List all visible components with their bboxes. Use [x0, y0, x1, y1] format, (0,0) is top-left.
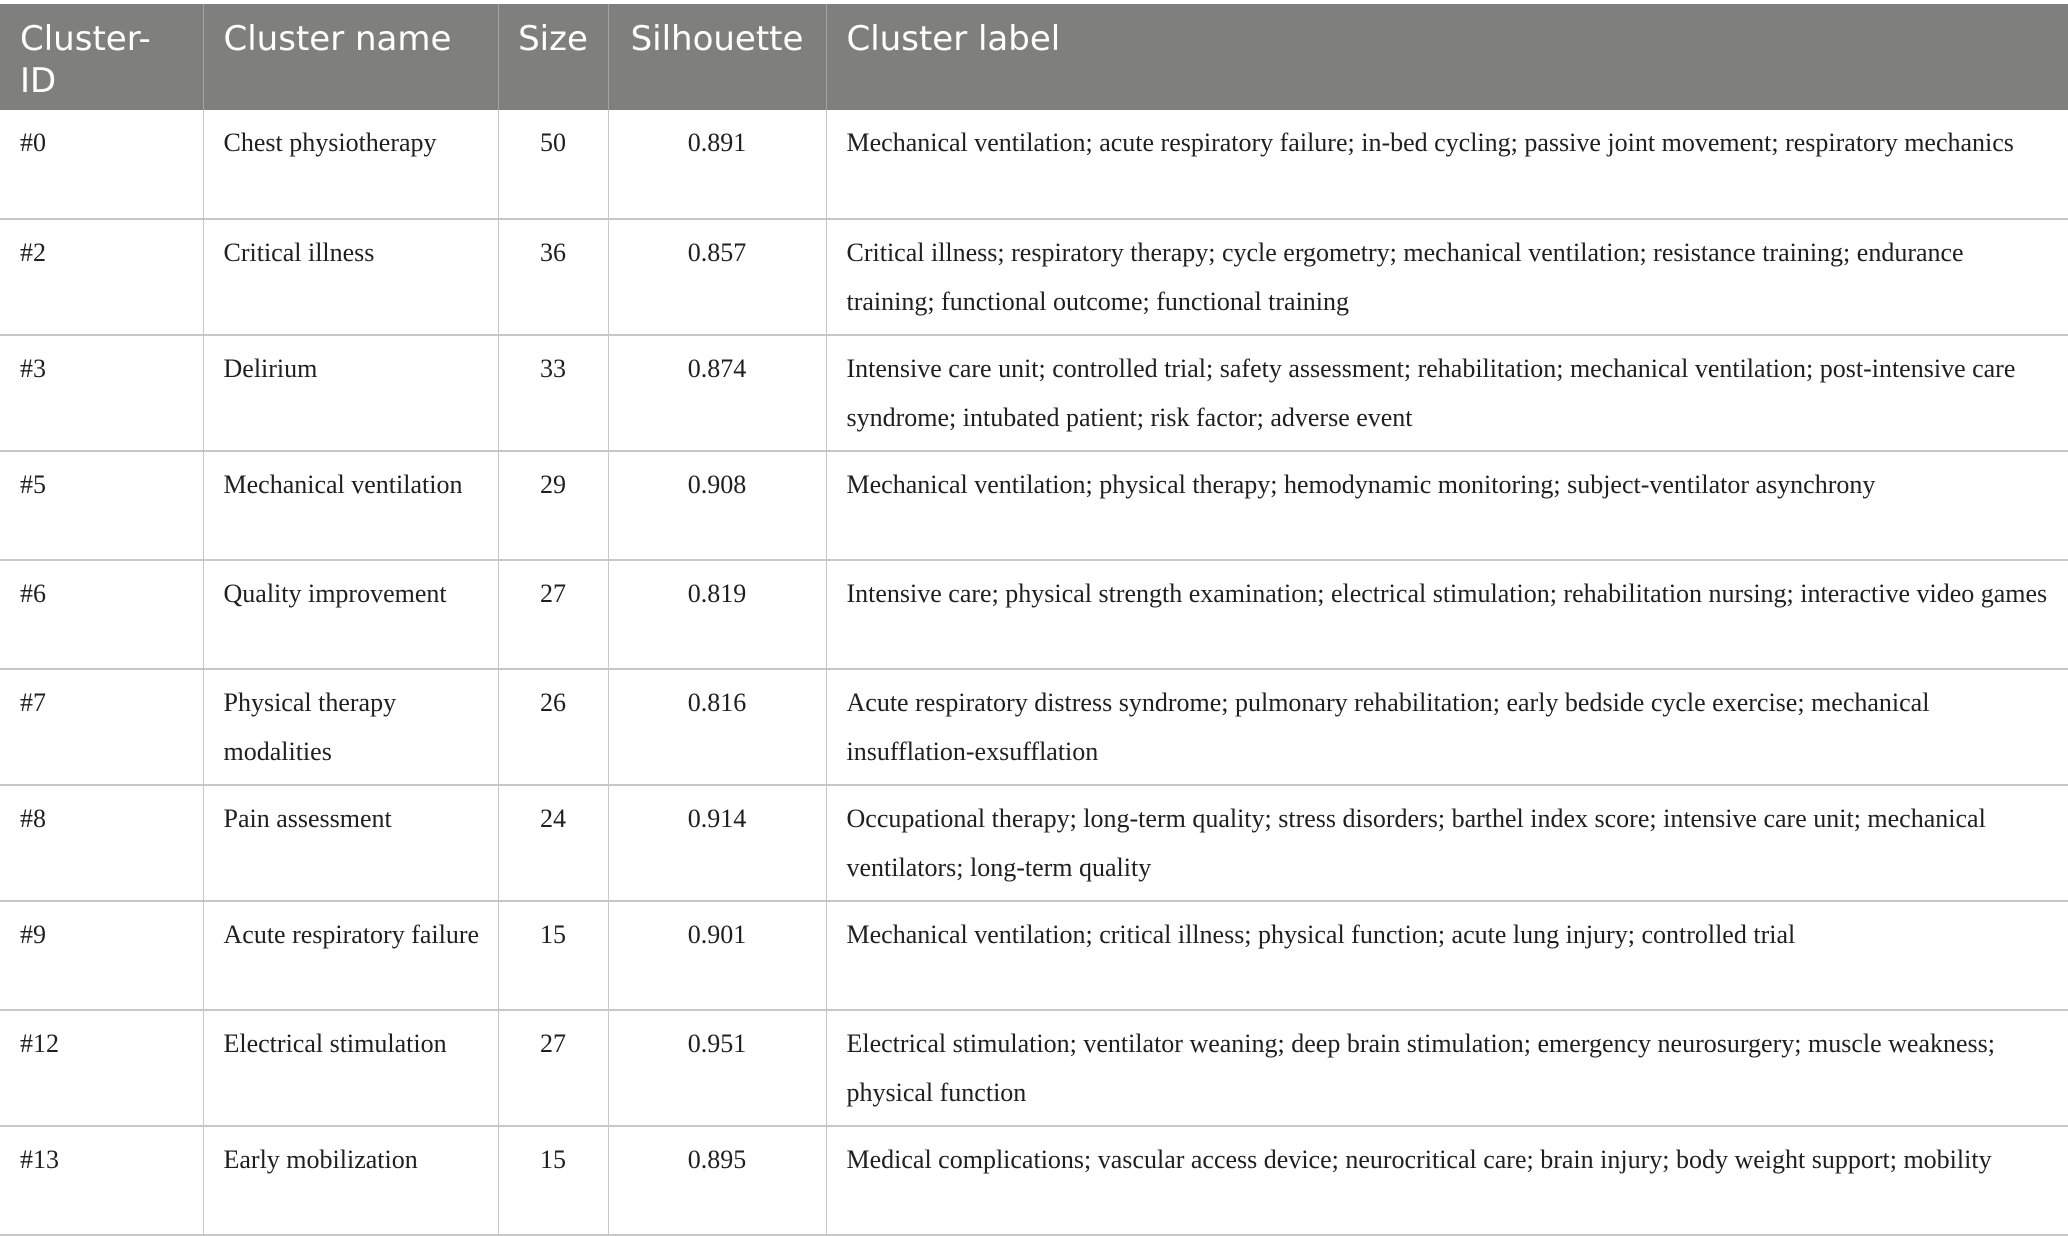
cell-size: 24 — [498, 785, 608, 901]
cell-cluster-label: Mechanical ventilation; acute respiratory failure; in-bed cycling; passive joint movement; respiratory mechanics — [826, 110, 2068, 219]
table-row — [0, 560, 2068, 669]
cell-cluster-label: Critical illness; respiratory therapy; cycle ergometry; mechanical ventilation; resistance training; endurance training; functional outcome; functional training — [826, 219, 2068, 335]
table-row — [0, 901, 2068, 1010]
cell-cluster-name: Mechanical ventilation — [203, 451, 498, 560]
cell-cluster-id: #0 — [0, 110, 203, 219]
cell-cluster-id: #2 — [0, 219, 203, 335]
cell-cluster-id: #12 — [0, 1010, 203, 1126]
table-row — [0, 1010, 2068, 1126]
cell-cluster-name: Quality improvement — [203, 560, 498, 669]
cell-cluster-name: Early mobilization — [203, 1126, 498, 1235]
header-cluster-label: Cluster label — [826, 4, 2068, 110]
table-row — [0, 451, 2068, 560]
cell-cluster-id: #7 — [0, 669, 203, 785]
cell-cluster-label: Mechanical ventilation; physical therapy; hemodynamic monitoring; subject-ventilator asynchrony — [826, 451, 2068, 560]
cell-size: 15 — [498, 1126, 608, 1235]
cell-cluster-id: #5 — [0, 451, 203, 560]
cell-size: 50 — [498, 110, 608, 219]
header-row — [0, 4, 2068, 110]
table-row — [0, 335, 2068, 451]
cell-silhouette: 0.908 — [608, 451, 826, 560]
cell-size: 33 — [498, 335, 608, 451]
cell-size: 36 — [498, 219, 608, 335]
header-size: Size — [498, 4, 608, 110]
table-body — [0, 110, 2068, 1235]
cluster-table — [0, 4, 2068, 1236]
cell-size: 26 — [498, 669, 608, 785]
header-silhouette: Silhouette — [608, 4, 826, 110]
header-cluster-name: Cluster name — [203, 4, 498, 110]
cell-cluster-label: Mechanical ventilation; critical illness; physical function; acute lung injury; controlled trial — [826, 901, 2068, 1010]
cell-cluster-id: #9 — [0, 901, 203, 1010]
cell-silhouette: 0.951 — [608, 1010, 826, 1126]
cell-cluster-label: Acute respiratory distress syndrome; pulmonary rehabilitation; early bedside cycle exercise; mechanical insufflation-exsufflation — [826, 669, 2068, 785]
cell-silhouette: 0.895 — [608, 1126, 826, 1235]
cell-cluster-label: Electrical stimulation; ventilator weaning; deep brain stimulation; emergency neurosurgery; muscle weakness; physical function — [826, 1010, 2068, 1126]
cell-silhouette: 0.874 — [608, 335, 826, 451]
cell-size: 27 — [498, 560, 608, 669]
cell-cluster-label: Medical complications; vascular access device; neurocritical care; brain injury; body weight support; mobility — [826, 1126, 2068, 1235]
cell-cluster-label: Intensive care unit; controlled trial; safety assessment; rehabilitation; mechanical ventilation; post-intensive care syndrome; intubated patient; risk factor; adverse event — [826, 335, 2068, 451]
header-cluster-id: Cluster-ID — [0, 4, 203, 110]
cell-silhouette: 0.819 — [608, 560, 826, 669]
table-row — [0, 219, 2068, 335]
cell-cluster-name: Electrical stimulation — [203, 1010, 498, 1126]
table-row — [0, 669, 2068, 785]
cell-size: 29 — [498, 451, 608, 560]
cell-silhouette: 0.891 — [608, 110, 826, 219]
cell-cluster-id: #13 — [0, 1126, 203, 1235]
cell-silhouette: 0.816 — [608, 669, 826, 785]
cell-silhouette: 0.914 — [608, 785, 826, 901]
cell-cluster-id: #6 — [0, 560, 203, 669]
cell-cluster-name: Delirium — [203, 335, 498, 451]
table-container — [0, 4, 2068, 1236]
cell-cluster-id: #3 — [0, 335, 203, 451]
cell-cluster-name: Chest physiotherapy — [203, 110, 498, 219]
cell-cluster-label: Intensive care; physical strength examination; electrical stimulation; rehabilitation nursing; interactive video games — [826, 560, 2068, 669]
cell-silhouette: 0.901 — [608, 901, 826, 1010]
table-header — [0, 4, 2068, 110]
cell-cluster-id: #8 — [0, 785, 203, 901]
cell-size: 27 — [498, 1010, 608, 1126]
table-row — [0, 110, 2068, 219]
cell-cluster-name: Pain assessment — [203, 785, 498, 901]
cell-silhouette: 0.857 — [608, 219, 826, 335]
cell-cluster-label: Occupational therapy; long-term quality; stress disorders; barthel index score; intensive care unit; mechanical ventilators; long-term quality — [826, 785, 2068, 901]
table-row — [0, 785, 2068, 901]
cell-cluster-name: Critical illness — [203, 219, 498, 335]
cell-size: 15 — [498, 901, 608, 1010]
cell-cluster-name: Acute respiratory failure — [203, 901, 498, 1010]
cell-cluster-name: Physical therapy modalities — [203, 669, 498, 785]
table-row — [0, 1126, 2068, 1235]
